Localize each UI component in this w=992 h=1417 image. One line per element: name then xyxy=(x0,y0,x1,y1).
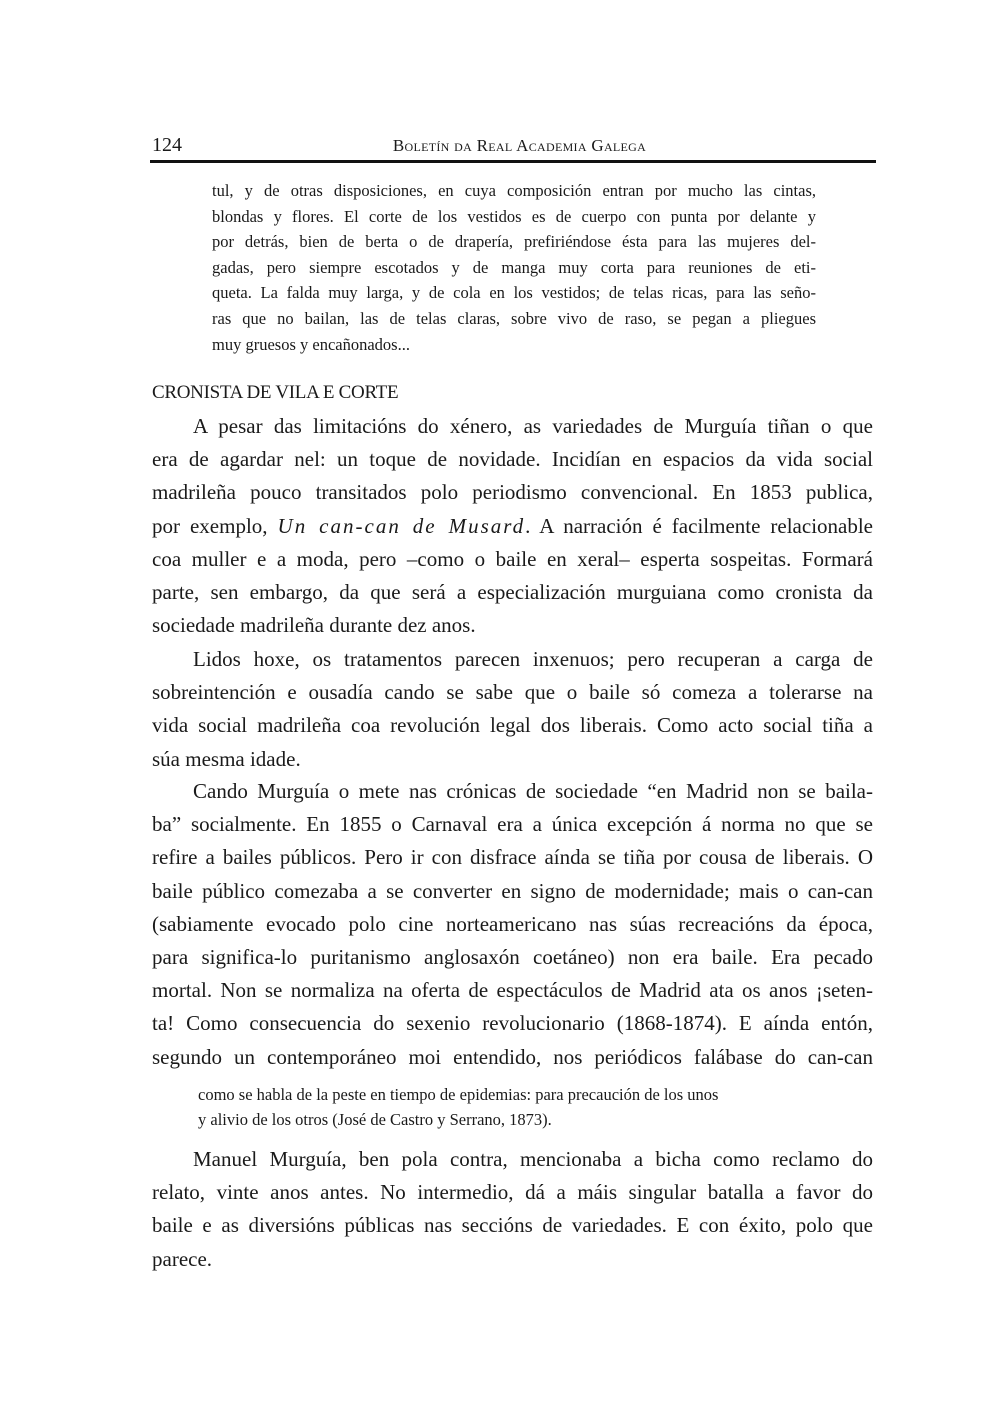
block-quote-castro xyxy=(198,1082,818,1132)
paragraph-line: baile e as diversións públicas nas seccións de variedades. E con éxito, polo que xyxy=(152,1213,873,1238)
section-heading: CRONISTA DE VILA E CORTE xyxy=(152,382,399,403)
paragraph-line-with-title xyxy=(152,510,873,543)
italic-work-title: Un can-can de Musard xyxy=(277,513,526,538)
line-text: . A narración é facilmente relacionable xyxy=(525,513,874,538)
quote-line: queta. La falda muy larga, y de cola en los vestidos; de telas ricas, para las seño- xyxy=(212,283,816,303)
paragraph-line: baile público comezaba a se converter en signo de modernidade; mais o can-can xyxy=(152,878,873,903)
paragraph-line: para significa-lo puritanismo anglosaxón coetáneo) non era baile. Era pecado xyxy=(152,945,873,970)
paragraph xyxy=(152,775,873,1074)
paragraph-line: sociedade madrileña durante dez anos. xyxy=(152,613,476,638)
quote-line: gadas, pero siempre escotados y de manga muy corta para reuniones de eti- xyxy=(212,257,816,277)
quote-line: ras que no bailan, las de telas claras, sobre vivo de raso, se pegan a pliegues xyxy=(212,308,816,328)
paragraph-line: parece. xyxy=(152,1246,213,1271)
paragraph-line: refire a bailes públicos. Pero ir con disfrace aínda se tiña por cousa de liberais. O xyxy=(152,845,873,870)
running-title: Boletín da Real Academia Galega xyxy=(392,136,647,155)
quote-line: tul, y de otras disposiciones, en cuya composición entran por mucho las cintas, xyxy=(212,181,816,200)
paragraph-line: (sabiamente evocado polo cine norteamericano nas súas recreacións da época, xyxy=(152,911,873,936)
paragraph-line: súa mesma idade. xyxy=(152,746,301,771)
paragraph-line: ba” socialmente. En 1855 o Carnaval era a única excepción á norma no que se xyxy=(152,812,873,837)
block-quote-fashion xyxy=(212,178,816,357)
paragraph-line: vida social madrileña coa revolución legal dos liberais. Como acto social tiña a xyxy=(152,713,873,738)
paragraph-line: parte, sen embargo, da que será a especialización murguiana como cronista da xyxy=(152,580,873,605)
paragraph xyxy=(152,410,873,642)
header-rule xyxy=(150,160,876,163)
quote-line: blondas y flores. El corte de los vestidos es de cuerpo con punta por delante y xyxy=(212,206,816,226)
page-number: 124 xyxy=(152,134,182,156)
paragraph-line: A pesar das limitacións do xénero, as variedades de Murguía tiñan o que xyxy=(193,414,873,438)
paragraph-line: Lidos hoxe, os tratamentos parecen inxenuos; pero recuperan a carga de xyxy=(193,647,873,671)
quote-line: y alivio de los otros (José de Castro y Serrano, 1873). xyxy=(198,1110,552,1129)
paragraph-line: era de agardar nel: un toque de novidade. Incidían en espacios da vida social xyxy=(152,447,873,472)
quote-line: por detrás, bien de berta o de drapería, prefiriéndose ésta para las mujeres del- xyxy=(212,232,816,252)
paragraph-line: sobreintención e ousadía cando se sabe que o baile só comeza a tolerarse na xyxy=(152,680,873,705)
quote-line: muy gruesos y encañonados... xyxy=(212,334,410,354)
paragraph-line: mortal. Non se normaliza na oferta de espectáculos de Madrid ata os anos ¡seten- xyxy=(152,978,873,1003)
page-header xyxy=(152,130,875,160)
paragraph-line: segundo un contemporáneo moi entendido, nos periódicos falábase do can-can xyxy=(152,1044,873,1069)
paragraph-line: madrileña pouco transitados polo periodismo convencional. En 1853 publica, xyxy=(152,480,873,505)
paragraph xyxy=(152,643,873,776)
paragraph xyxy=(152,1143,873,1276)
line-text: por exemplo, xyxy=(152,513,268,538)
paragraph-line: Manuel Murguía, ben pola contra, mencionaba a bicha como reclamo do xyxy=(193,1147,873,1171)
paragraph-line: ta! Como consecuencia do sexenio revolucionario (1868-1874). E aínda entón, xyxy=(152,1011,873,1036)
paragraph-line: relato, vinte anos antes. No intermedio, dá a máis singular batalla a favor do xyxy=(152,1180,873,1205)
quote-line: como se habla de la peste en tiempo de epidemias: para precaución de los unos xyxy=(198,1085,719,1104)
paragraph-line: Cando Murguía o mete nas crónicas de sociedade “en Madrid non se baila- xyxy=(193,779,873,803)
paragraph-line: coa muller e a moda, pero –como o baile en xeral– esperta sospeitas. Formará xyxy=(152,546,873,571)
